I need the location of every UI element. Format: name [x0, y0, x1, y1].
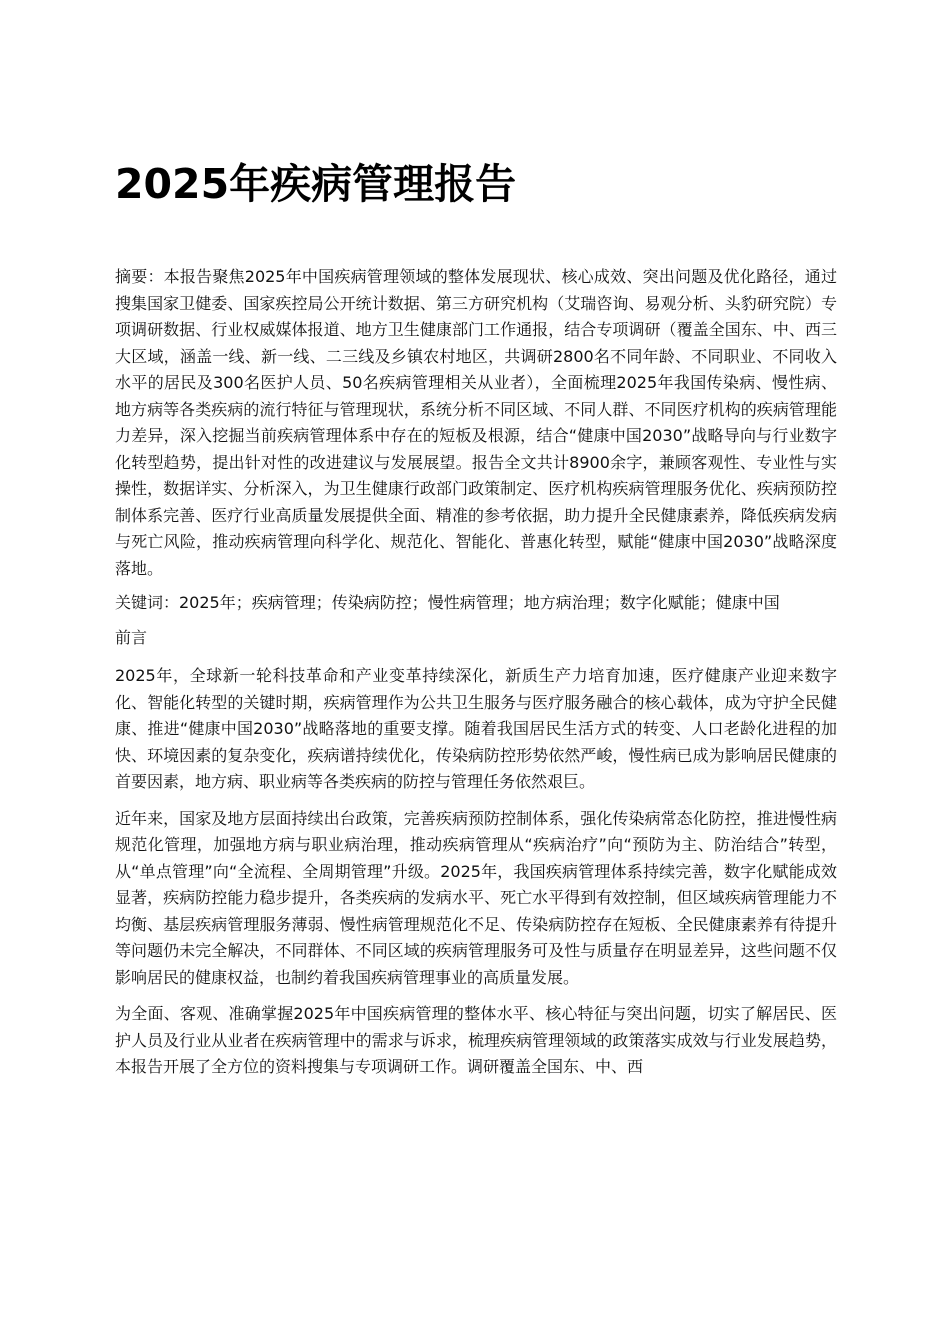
- document-page: [115, 0, 837, 1081]
- preface-paragraph: 为全面、客观、准确掌握2025年中国疾病管理的整体水平、核心特征与突出问题，切实了解居民、医护人员及行业从业者在疾病管理中的需求与诉求，梳理疾病管理领域的政策落实成效与行业发展趋势，本报告开展了全方位的资料搜集与专项调研工作。调研覆盖全国东、中、西: [115, 1004, 837, 1076]
- preface-paragraph: 2025年，全球新一轮科技革命和产业变革持续深化，新质生产力培育加速，医疗健康产业迎来数字化、智能化转型的关键时期，疾病管理作为公共卫生服务与医疗服务融合的核心载体，成为守护全民健康、推进“健康中国2030”战略落地的重要支撑。随着我国居民生活方式的转变、人口老龄化进程的加快、环境因素的复杂变化，疾病谱持续优化，传染病防控形势依然严峻，慢性病已成为影响居民健康的首要因素，地方病、职业病等各类疾病的防控与管理任务依然艰巨。: [115, 666, 837, 791]
- abstract-paragraph: 摘要：本报告聚焦2025年中国疾病管理领域的整体发展现状、核心成效、突出问题及优化路径，通过搜集国家卫健委、国家疾控局公开统计数据、第三方研究机构（艾瑞咨询、易观分析、头豹研究院）专项调研数据、行业权威媒体报道、地方卫生健康部门工作通报，结合专项调研（覆盖全国东、中、西三大区域，涵盖一线、新一线、二三线及乡镇农村地区，共调研2800名不同年龄、不同职业、不同收入水平的居民及300名医护人员、50名疾病管理相关从业者），全面梳理2025年我国传染病、慢性病、地方病等各类疾病的流行特征与管理现状，系统分析不同区域、不同人群、不同医疗机构的疾病管理能力差异，深入挖掘当前疾病管理体系中存在的短板及根源，结合“健康中国2030”战略导向与行业数字化转型趋势，提出针对性的改进建议与发展展望。报告全文共计8900余字，兼顾客观性、专业性与实操性，数据详实、分析深入，为卫生健康行政部门政策制定、医疗机构疾病管理服务优化、疾病预防控制体系完善、医疗行业高质量发展提供全面、精准的参考依据，助力提升全民健康素养，降低疾病发病与死亡风险，推动疾病管理向科学化、规范化、智能化、普惠化转型，赋能“健康中国2030”战略深度落地。: [115, 267, 837, 578]
- preface-paragraph: 近年来，国家及地方层面持续出台政策，完善疾病预防控制体系，强化传染病常态化防控，推进慢性病规范化管理，加强地方病与职业病治理，推动疾病管理从“疾病治疗”向“预防为主、防治结合”转型，从“单点管理”向“全流程、全周期管理”升级。2025年，我国疾病管理体系持续完善，数字化赋能成效显著，疾病防控能力稳步提升，各类疾病的发病水平、死亡水平得到有效控制，但区域疾病管理能力不均衡、基层疾病管理服务薄弱、慢性病管理规范化不足、传染病防控存在短板、全民健康素养有待提升等问题仍未完全解决，不同群体、不同区域的疾病管理服务可及性与质量存在明显差异，这些问题不仅影响居民的健康权益，也制约着我国疾病管理事业的高质量发展。: [115, 808, 837, 987]
- document-title: 2025年疾病管理报告: [115, 160, 517, 208]
- keywords-paragraph: 关键词：2025年；疾病管理；传染病防控；慢性病管理；地方病治理；数字化赋能；健康中国: [115, 593, 780, 612]
- preface-heading: 前言: [115, 627, 148, 647]
